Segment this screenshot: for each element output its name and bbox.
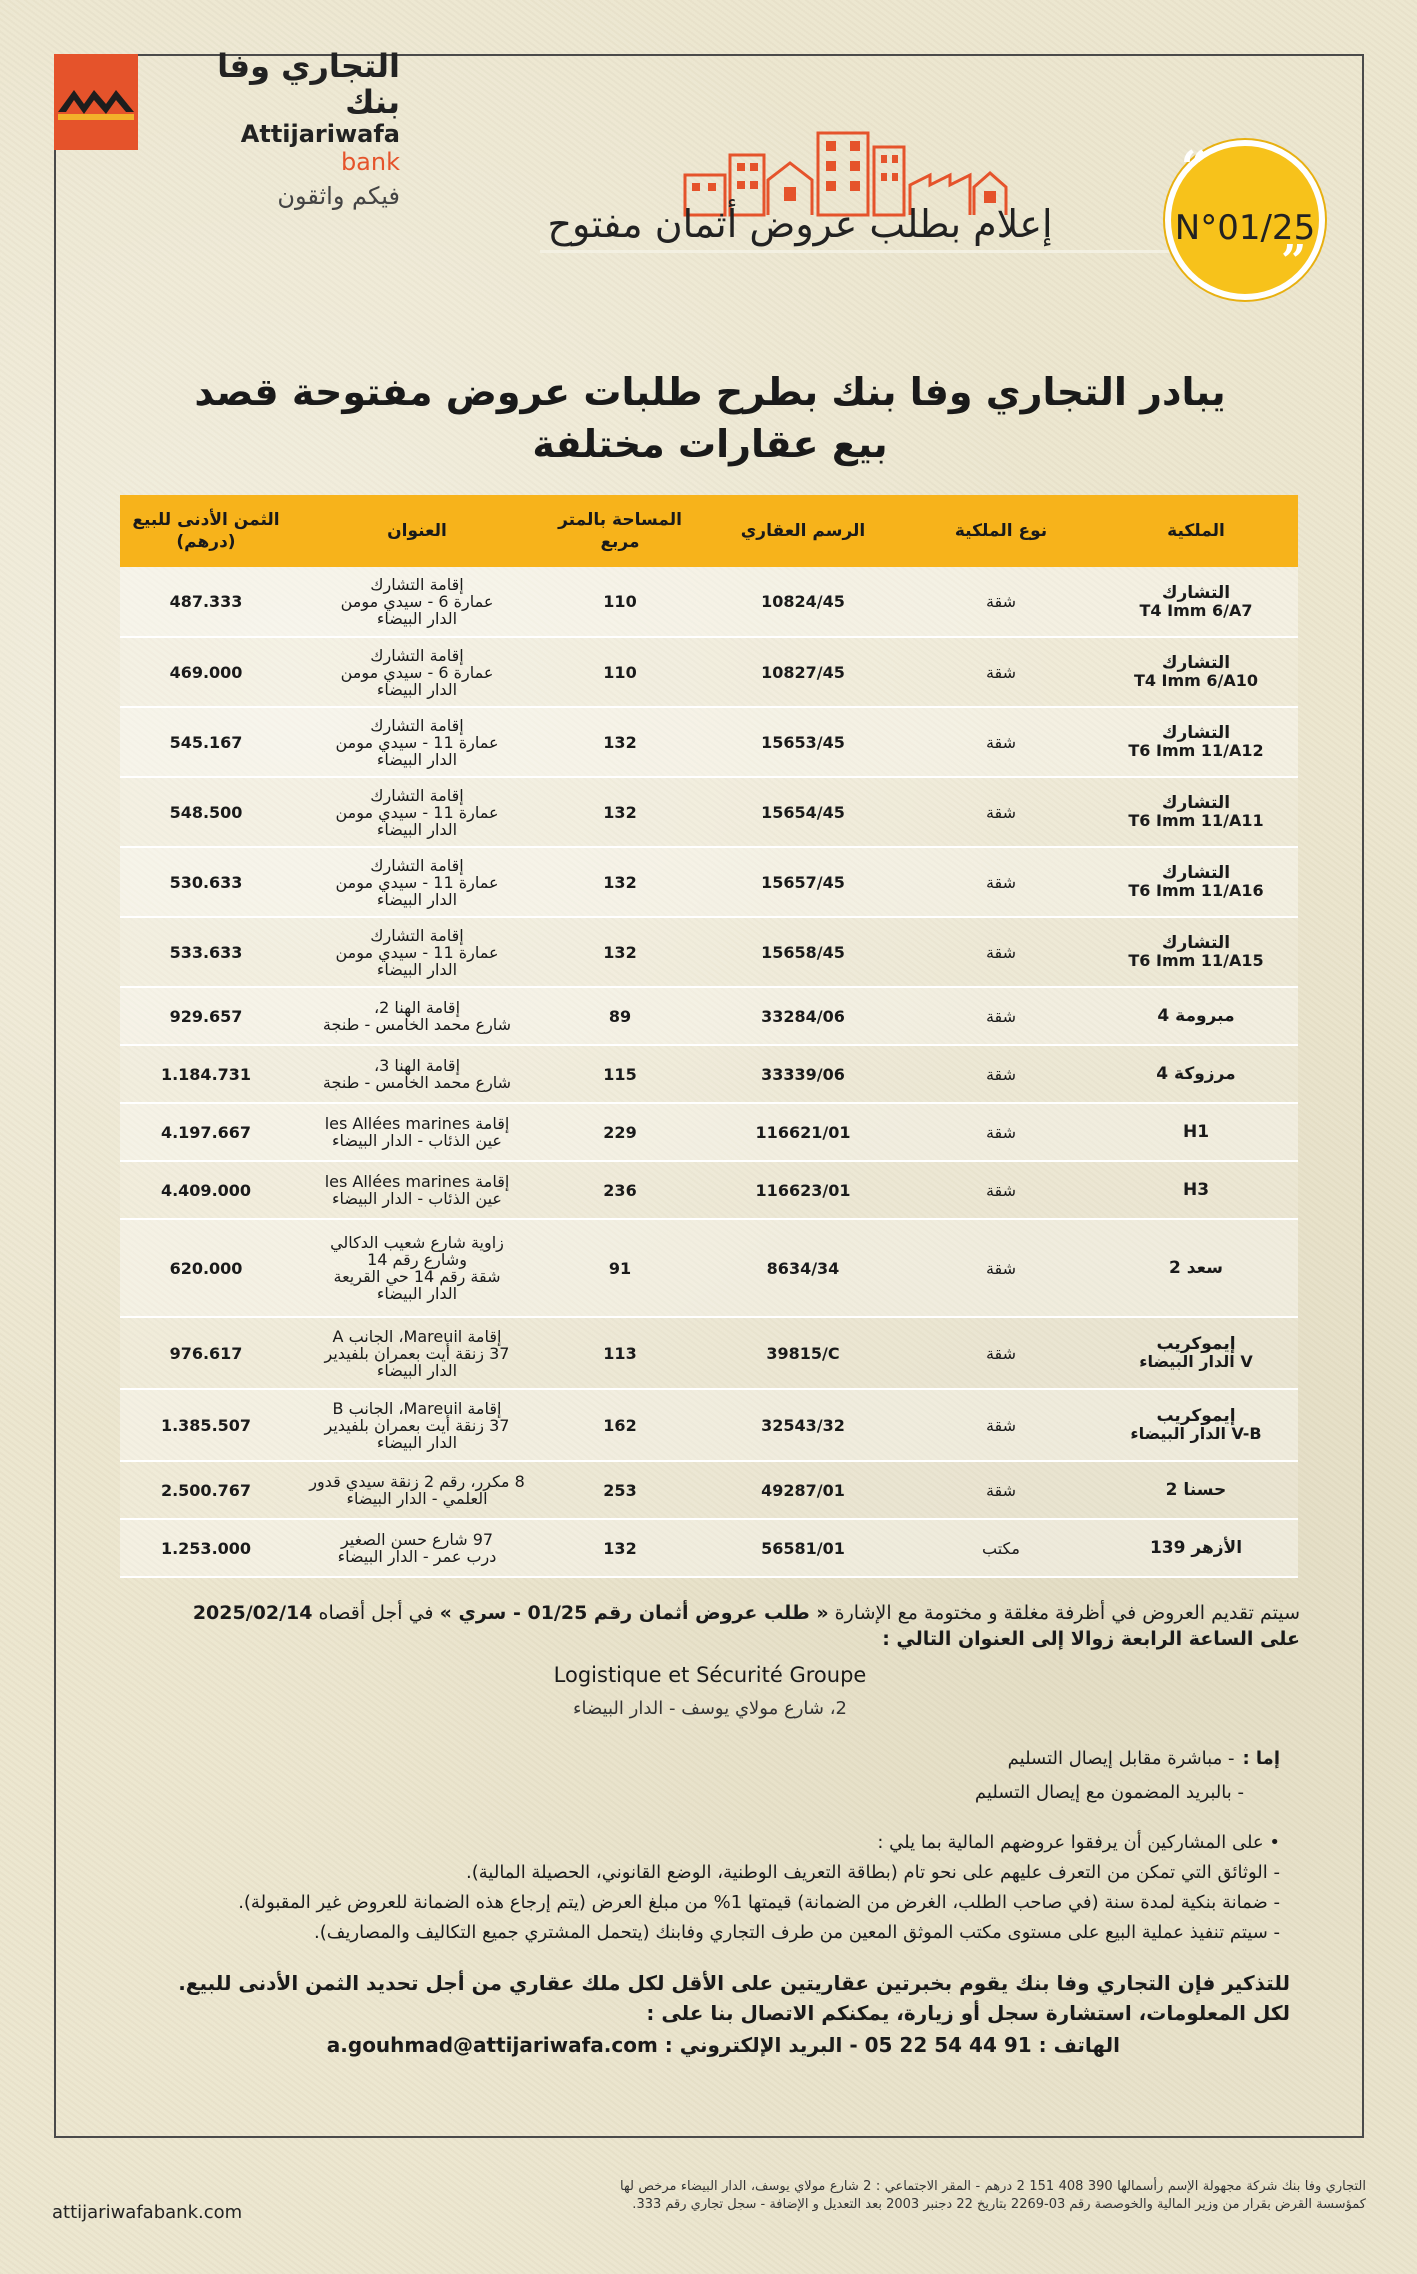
owner-name: الأزهر 139 (1149, 1537, 1243, 1558)
logo-tagline: فيكم واثقون (277, 182, 400, 210)
cell-type: شقة (908, 1317, 1094, 1389)
email-label: - البريد الإلكتروني : (664, 2033, 858, 2057)
cell-area: 229 (542, 1103, 698, 1161)
announcement-title: إعلام بطلب عروض أثمان مفتوح (547, 202, 1053, 246)
cell-title-deed: 33339/06 (698, 1045, 908, 1103)
delivery-method-2: - بالبريد المضمون مع إيصال التسليم (974, 1782, 1244, 1803)
submission-text (120, 1600, 1300, 1626)
properties-table (120, 495, 1298, 1578)
cell-type: شقة (908, 777, 1094, 847)
cell-owner (1094, 1461, 1298, 1519)
owner-name: التشارك (1161, 723, 1231, 743)
owner-name: H1 (1182, 1121, 1210, 1142)
requirements-intro: • على المشاركين أن يرفقوا عروضهم المالية بما يلي : (877, 1832, 1280, 1853)
table-row (120, 1219, 1298, 1317)
owner-name: التشارك (1161, 793, 1231, 813)
header-title-deed: الرسم العقاري (698, 495, 908, 567)
cell-type: شقة (908, 1389, 1094, 1461)
cell-type: شقة (908, 917, 1094, 987)
cell-owner (1094, 1317, 1298, 1389)
owner-name: حسنا 2 (1165, 1479, 1227, 1500)
cell-title-deed: 116621/01 (698, 1103, 908, 1161)
cell-min-price: 4.197.667 (120, 1103, 292, 1161)
logo-latin-name: Attijariwafa (240, 120, 400, 148)
owner-unit: T6 Imm 11/A16 (1128, 881, 1264, 900)
requirement-2: - ضمانة بنكية لمدة سنة (في صاحب الطلب، الغرض من الضمانة) قيمتها 1% من مبلغ العرض (يتم إرجاع هذه الضمانة للعروض غير المقبولة). (238, 1892, 1280, 1913)
cell-title-deed: 15654/45 (698, 777, 908, 847)
cell-address: إقامة الهنا 2، شارع محمد الخامس - طنجة (292, 987, 542, 1045)
cell-title-deed: 49287/01 (698, 1461, 908, 1519)
cell-area: 236 (542, 1161, 698, 1219)
submission-text-b: في أجل أقصاه (318, 1602, 434, 1624)
cell-owner (1094, 567, 1298, 637)
logo-arabic-name: التجاري وفا بنك (217, 47, 400, 121)
cell-address: إقامة التشارك عمارة 11 - سيدي مومن الدار البيضاء (292, 847, 542, 917)
header-owner: الملكية (1094, 495, 1298, 567)
header-type: نوع الملكية (908, 495, 1094, 567)
table-row (120, 1045, 1298, 1103)
email-address[interactable]: a.gouhmad@attijariwafa.com (326, 2033, 658, 2057)
address-latin: Logistique et Sécurité Groupe (553, 1663, 867, 1687)
cell-area: 110 (542, 567, 698, 637)
bank-logo (54, 54, 138, 150)
deadline-time: على الساعة الرابعة زوالا إلى العنوان التالي : (882, 1628, 1300, 1650)
cell-owner (1094, 637, 1298, 707)
requirement-1: - الوثائق التي تمكن من التعرف عليهم على نحو تام (بطاقة التعريف الوطنية، الوضع القانوني، الحصيلة المالية). (466, 1862, 1280, 1883)
reminder-text: للتذكير فإن التجاري وفا بنك يقوم بخبرتين عقاريتين على الأقل لكل ملك عقاري من أجل تحديد الثمن الأدنى للبيع. (178, 1971, 1290, 1995)
cell-owner (1094, 1519, 1298, 1577)
cell-min-price: 4.409.000 (120, 1161, 292, 1219)
cell-min-price: 929.657 (120, 987, 292, 1045)
cell-type: شقة (908, 637, 1094, 707)
cell-title-deed: 8634/34 (698, 1219, 908, 1317)
cell-owner (1094, 1219, 1298, 1317)
cell-area: 132 (542, 707, 698, 777)
cell-type: شقة (908, 847, 1094, 917)
header-area: المساحة بالمتر مربع (542, 495, 698, 567)
cell-type: شقة (908, 707, 1094, 777)
phone-number[interactable]: 05 22 54 44 91 (864, 2033, 1032, 2057)
table-row (120, 637, 1298, 707)
title-underline (540, 250, 1280, 253)
table-row (120, 917, 1298, 987)
address-arabic: 2، شارع مولاي يوسف - الدار البيضاء (573, 1698, 847, 1719)
info-text: لكل المعلومات، استشارة سجل أو زيارة، يمكنكم الاتصال بنا على : (646, 2001, 1290, 2025)
table-row (120, 1103, 1298, 1161)
table-row (120, 1161, 1298, 1219)
cell-title-deed: 32543/32 (698, 1389, 908, 1461)
cell-title-deed: 15653/45 (698, 707, 908, 777)
requirements (120, 1828, 1280, 1948)
cell-type: شقة (908, 567, 1094, 637)
headline: يبادر التجاري وفا بنك بطرح طلبات عروض مفتوحة قصد بيع عقارات مختلفة (194, 370, 1226, 466)
header-min-price: الثمن الأدنى للبيع (درهم) (120, 495, 292, 567)
cell-title-deed: 116623/01 (698, 1161, 908, 1219)
cell-owner (1094, 1103, 1298, 1161)
cell-owner (1094, 777, 1298, 847)
cell-type: شقة (908, 1103, 1094, 1161)
phone-label: الهاتف : (1038, 2033, 1120, 2057)
cell-owner (1094, 847, 1298, 917)
header-address: العنوان (292, 495, 542, 567)
owner-unit: T6 Imm 11/A11 (1128, 811, 1264, 830)
cell-area: 110 (542, 637, 698, 707)
cell-area: 91 (542, 1219, 698, 1317)
footer-legal-text: التجاري وفا بنك شركة مجهولة الإسم رأسمالها 390 408 151 2 درهم - المقر الاجتماعي : 2 شارع مولاي يوسف، الدار البيضاء مرخص لها كمؤسسة القرض بقرار من وزير المالية والخوصصة رقم 03-2269 بتاريخ 22 دجنبر 2003 بعد التعديل و الإضافة - سجل تجاري رقم 333. (620, 2179, 1366, 2212)
owner-unit: T4 Imm 6/A10 (1133, 671, 1259, 690)
cell-address: 8 مكرر، رقم 2 زنقة سيدي قدور العلمي - الدار البيضاء (292, 1461, 542, 1519)
cell-title-deed: 15658/45 (698, 917, 908, 987)
either-label: إما : (1242, 1748, 1280, 1769)
logo-text (180, 48, 400, 210)
cell-owner (1094, 1389, 1298, 1461)
cell-type: شقة (908, 1219, 1094, 1317)
cell-min-price: 1.385.507 (120, 1389, 292, 1461)
cell-min-price: 530.633 (120, 847, 292, 917)
cell-type: شقة (908, 1161, 1094, 1219)
cell-address: إقامة التشارك عمارة 11 - سيدي مومن الدار البيضاء (292, 917, 542, 987)
cell-title-deed: 15657/45 (698, 847, 908, 917)
cell-min-price: 545.167 (120, 707, 292, 777)
owner-name: مرزوكة 4 (1156, 1063, 1236, 1084)
announcement-number: N°01/25 (1174, 208, 1316, 248)
cell-title-deed: 39815/C (698, 1317, 908, 1389)
cell-min-price: 620.000 (120, 1219, 292, 1317)
cell-min-price: 976.617 (120, 1317, 292, 1389)
table-row (120, 1317, 1298, 1389)
cell-area: 113 (542, 1317, 698, 1389)
cell-min-price: 1.184.731 (120, 1045, 292, 1103)
cell-type: شقة (908, 1045, 1094, 1103)
cell-title-deed: 33284/06 (698, 987, 908, 1045)
deadline-date: 2025/02/14 (192, 1602, 313, 1624)
owner-name: التشارك (1161, 933, 1231, 953)
cell-address: إقامة التشارك عمارة 11 - سيدي مومن الدار البيضاء (292, 707, 542, 777)
cell-min-price: 548.500 (120, 777, 292, 847)
table-row (120, 567, 1298, 637)
owner-unit: T6 Imm 11/A12 (1128, 741, 1264, 760)
cell-area: 89 (542, 987, 698, 1045)
cell-type: شقة (908, 987, 1094, 1045)
cell-min-price: 487.333 (120, 567, 292, 637)
owner-name: سعد 2 (1169, 1257, 1223, 1278)
owner-name: التشارك (1161, 653, 1231, 673)
cell-min-price: 1.253.000 (120, 1519, 292, 1577)
cell-address: إقامة Mareuil، الجانب A 37 زنقة أيت بعمران بلفيدير الدار البيضاء (292, 1317, 542, 1389)
open-quote-icon: “ (1181, 142, 1207, 193)
cell-address: 97 شارع حسن الصغير درب عمر - الدار البيضاء (292, 1519, 542, 1577)
announcement-number-badge (1165, 140, 1325, 300)
cell-area: 132 (542, 847, 698, 917)
cell-area: 132 (542, 777, 698, 847)
owner-name: إيموكريب (1156, 1334, 1236, 1354)
cell-area: 253 (542, 1461, 698, 1519)
cell-owner (1094, 707, 1298, 777)
cell-title-deed: 56581/01 (698, 1519, 908, 1577)
cell-min-price: 533.633 (120, 917, 292, 987)
close-quote-icon: ” (1281, 236, 1307, 287)
table-row (120, 1389, 1298, 1461)
contact-line (120, 2028, 1120, 2062)
table-row (120, 1461, 1298, 1519)
delivery-method-1: - مباشرة مقابل إيصال التسليم (1007, 1748, 1235, 1769)
terms-section (120, 1600, 1300, 2062)
cell-address: إقامة Mareuil، الجانب B 37 زنقة أيت بعمران بلفيدير الدار البيضاء (292, 1389, 542, 1461)
cell-min-price: 2.500.767 (120, 1461, 292, 1519)
cell-address: إقامة les Allées marines عين الذئاب - الدار البيضاء (292, 1103, 542, 1161)
cell-area: 132 (542, 917, 698, 987)
footer-website-link[interactable]: attijariwafabank.com (52, 2202, 243, 2223)
cell-area: 115 (542, 1045, 698, 1103)
owner-unit: T6 Imm 11/A15 (1128, 951, 1264, 970)
owner-name: إيموكريب (1156, 1406, 1236, 1426)
table-row (120, 987, 1298, 1045)
cell-type: مكتب (908, 1519, 1094, 1577)
table-row (120, 777, 1298, 847)
cell-area: 162 (542, 1389, 698, 1461)
submission-text-a: سيتم تقديم العروض في أظرفة مغلقة و مختومة مع الإشارة (834, 1602, 1300, 1624)
cell-area: 132 (542, 1519, 698, 1577)
cell-owner (1094, 1045, 1298, 1103)
cell-title-deed: 10827/45 (698, 637, 908, 707)
owner-name: التشارك (1161, 582, 1231, 603)
cell-owner (1094, 917, 1298, 987)
cell-type: شقة (908, 1461, 1094, 1519)
table-row (120, 847, 1298, 917)
owner-name: H3 (1182, 1179, 1210, 1200)
requirement-3: - سيتم تنفيذ عملية البيع على مستوى مكتب الموثق المعين من طرف التجاري وفابنك (يتحمل المشتري جميع التكاليف والمصاريف). (314, 1922, 1280, 1943)
table-header-row (120, 495, 1298, 567)
logo-latin-bank: bank (340, 148, 400, 176)
logo-mark-icon (54, 74, 138, 130)
cell-address: إقامة التشارك عمارة 6 - سيدي مومن الدار البيضاء (292, 637, 542, 707)
table-row (120, 707, 1298, 777)
cell-address: إقامة التشارك عمارة 11 - سيدي مومن الدار البيضاء (292, 777, 542, 847)
owner-name: مبرومة 4 (1157, 1005, 1235, 1026)
cell-min-price: 469.000 (120, 637, 292, 707)
cell-address: إقامة التشارك عمارة 6 - سيدي مومن الدار البيضاء (292, 567, 542, 637)
cell-title-deed: 10824/45 (698, 567, 908, 637)
owner-name: التشارك (1161, 863, 1231, 883)
owner-unit: T4 Imm 6/A7 (1139, 600, 1253, 620)
owner-unit: الدار البيضاء V (1139, 1352, 1253, 1371)
owner-unit: الدار البيضاء V-B (1130, 1424, 1262, 1443)
delivery-methods (120, 1742, 1280, 1810)
submission-reference: « طلب عروض أثمان رقم 01/25 - سري » (439, 1602, 829, 1624)
cell-owner (1094, 987, 1298, 1045)
cell-address: إقامة les Allées marines عين الذئاب - الدار البيضاء (292, 1161, 542, 1219)
table-row (120, 1519, 1298, 1577)
cell-owner (1094, 1161, 1298, 1219)
cell-address: زاوية شارع شعيب الدكالي وشارع رقم 14 شقة رقم 14 حي القريعة الدار البيضاء (292, 1219, 542, 1317)
cell-address: إقامة الهنا 3، شارع محمد الخامس - طنجة (292, 1045, 542, 1103)
